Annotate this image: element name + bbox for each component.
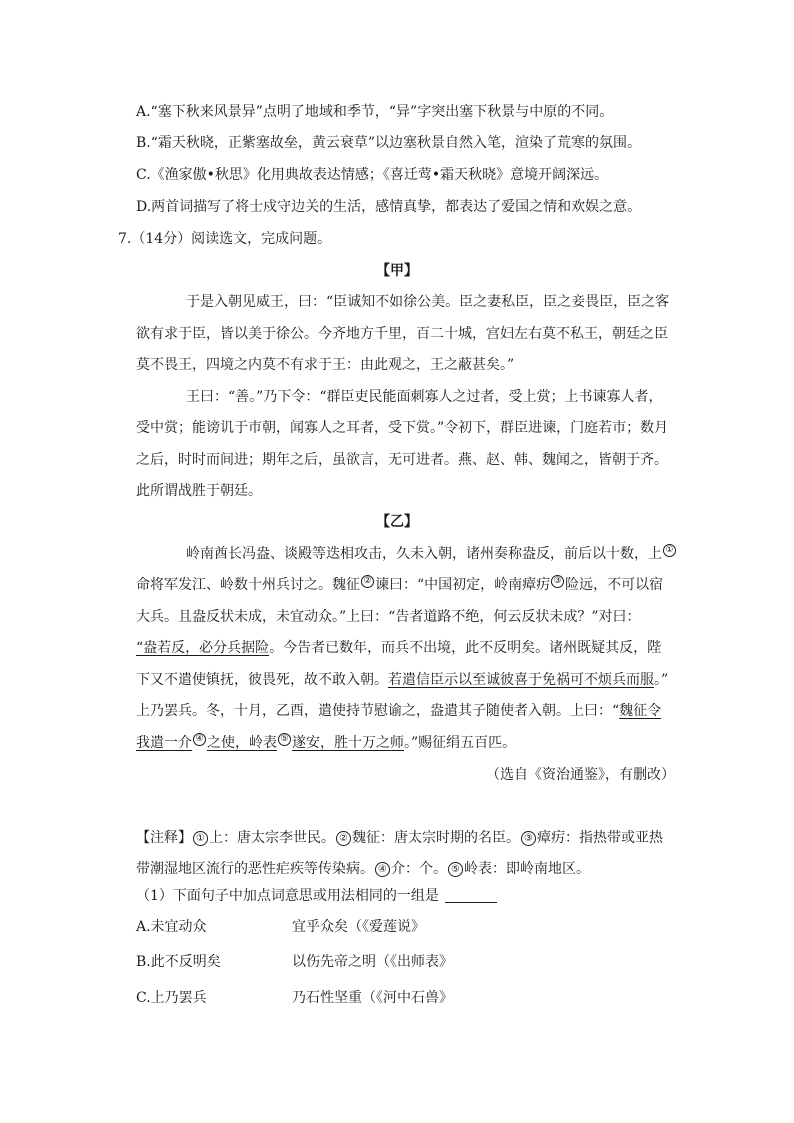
option-c: C.《渔家傲•秋思》化用典故表达情感；《喜迁莺•霜天秋晓》意境开阔深远。: [136, 167, 609, 183]
note-text: 魏征：唐太宗时期的名臣。: [352, 830, 520, 846]
underlined-sentence: 我遣一介: [136, 735, 192, 751]
underlined-sentence: 之使，岭表: [207, 735, 277, 751]
passage-yi-text: 险远，不可以宿: [565, 577, 664, 593]
note-text: 岭表：即岭南地区。: [464, 861, 590, 877]
passage-yi-line: [136, 733, 516, 753]
passage-jia-line: 王曰：“善。”乃下令：“群臣吏民能面刺寡人之过者，受上赏；上书谏寡人者，: [186, 389, 663, 405]
choice-a-right: 宜乎众矣（《爱莲说》: [292, 919, 425, 935]
underlined-sentence: “盎若反，必分兵据险: [136, 640, 270, 656]
passage-yi-text: 岭南酋长冯盎、谈殿等迭相攻击，久未入朝，诸州奏称盎反，前后以十数，上: [186, 546, 662, 562]
passage-jia-line: 莫不畏王，四境之内莫不有求于王：由此观之，王之蔽甚矣。”: [136, 357, 515, 373]
passage-jia-heading: 【甲】: [376, 263, 418, 279]
passage-yi-text: 。”: [654, 672, 669, 688]
note-text: 带潮湿地区流行的恶性疟疾等传染病。: [136, 861, 374, 877]
passage-source: （选自《资治通鉴》，有删改）: [486, 767, 675, 783]
underlined-sentence: 遂安，胜十万之师: [292, 735, 404, 751]
passage-yi-line: [136, 670, 668, 690]
choice-c-left: C.上乃罢兵: [136, 990, 207, 1006]
passage-yi-line: [186, 544, 677, 564]
passage-yi-text: 谏曰：“中国初定，岭南瘴疠: [375, 577, 551, 593]
passage-jia-line: 欲有求于臣，皆以美于徐公。今齐地方千里，百二十城，宫妇左右莫不私王，朝廷之臣: [136, 326, 668, 342]
passage-jia-line: 之后，时时而间进；期年之后，虽欲言，无可进者。燕、赵、韩、魏闻之，皆朝于齐。: [136, 452, 668, 468]
note-text: 上：唐太宗李世民。: [209, 830, 335, 846]
passage-jia-line: 受中赏；能谤讥于市朝，闻寡人之耳者，受下赏。”令初下，群臣进谏，门庭若市；数月: [136, 420, 669, 436]
note-marker: ③: [551, 575, 564, 588]
passage-yi-text: 。今告者已数年，而兵不出境，此不反明矣。诸州既疑其反，陛: [269, 640, 662, 656]
notes-line: [136, 828, 663, 848]
passage-yi-line: [136, 701, 661, 721]
question-7-stem: 7.（14分）阅读选文，完成问题。: [118, 231, 332, 247]
note-marker: ②: [361, 575, 374, 588]
note-number: ⑤: [448, 862, 463, 877]
note-text: 介：个。: [391, 861, 447, 877]
note-marker: ①: [663, 544, 676, 557]
passage-yi-heading: 【乙】: [376, 514, 418, 530]
passage-jia-line: 此所谓战胜于朝廷。: [136, 483, 262, 499]
passage-yi-text: 命将军发江、岭数十州兵讨之。魏征: [136, 577, 360, 593]
note-number: ①: [193, 831, 208, 846]
note-text: 瘴疠：指热带或亚热: [537, 830, 663, 846]
notes-label: 【注释】: [136, 830, 192, 846]
passage-yi-text: 。”赐征绢五百匹。: [404, 735, 517, 751]
note-number: ④: [375, 862, 390, 877]
choice-b-left: B.此不反明矣: [136, 954, 221, 970]
choice-a-left: A.未宜动众: [136, 919, 207, 935]
choice-b-right: 以伤先帝之明（《出师表》: [292, 954, 453, 970]
passage-yi-line: 大兵。且盎反状未成，未宜动众。”上曰：“告者道路不绝，何云反状未成？”对曰：: [136, 609, 641, 625]
option-d: D.两首词描写了将士戍守边关的生活，感情真挚，都表达了爱国之情和欢娱之意。: [136, 199, 642, 215]
answer-blank[interactable]: [445, 888, 497, 903]
passage-jia-line: 于是入朝见威王，曰：“臣诚知不如徐公美。臣之妻私臣，臣之妾畏臣，臣之客: [186, 294, 670, 310]
passage-yi-text: 下又不遣使镇抚，彼畏死，故不敢入朝。: [136, 672, 388, 688]
option-b: B.“霜天秋晓，正紫塞故垒，黄云衰草”以边塞秋景自然入笔，渲染了荒寒的氛围。: [136, 135, 642, 151]
sub-question-1-stem: [136, 886, 497, 906]
sub-question-text: （1）下面句子中加点词意思或用法相同的一组是: [136, 888, 439, 904]
underlined-sentence: 魏征令: [619, 703, 662, 719]
note-marker: ⑤: [278, 733, 291, 746]
note-number: ③: [521, 831, 536, 846]
underlined-sentence: 若遣信臣示以至诚彼喜于免祸可不烦兵而服: [388, 672, 654, 688]
note-marker: ④: [193, 733, 206, 746]
choice-c-right: 乃石性坚重（《河中石兽》: [292, 990, 453, 1006]
passage-yi-line: [136, 638, 661, 658]
note-number: ②: [336, 831, 351, 846]
option-a: A.“塞下秋来风景异”点明了地域和季节，“异”字突出塞下秋景与中原的不同。: [136, 104, 614, 120]
notes-line: [136, 859, 590, 879]
passage-yi-text: 上乃罢兵。冬，十月，乙酉，遣使持节慰谕之，盎遣其子随使者入朝。上曰：“: [136, 703, 620, 719]
passage-yi-line: [136, 575, 663, 595]
